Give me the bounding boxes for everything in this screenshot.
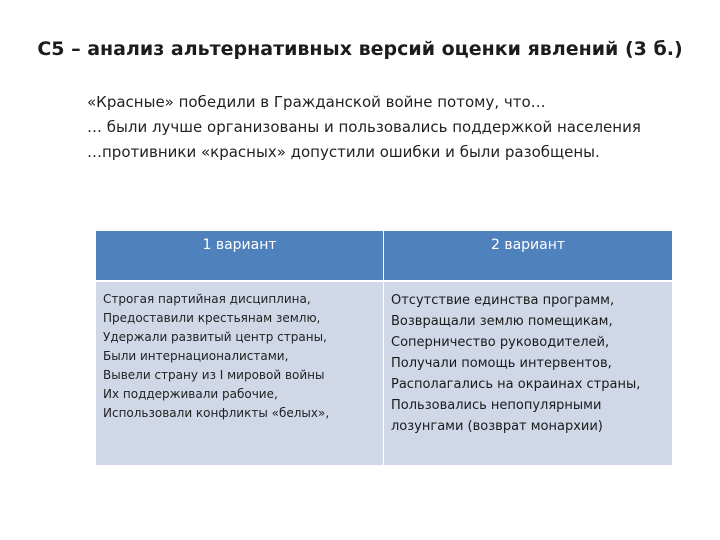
variant2-list — [391, 290, 668, 437]
variant2-item: Возвращали землю помещикам, — [391, 314, 613, 329]
variant2-header: 2 вариант — [384, 231, 672, 280]
intro-block — [87, 90, 707, 165]
variant1-header: 1 вариант — [96, 231, 384, 280]
variant2-item: лозунгами (возврат монархии) — [391, 419, 603, 434]
intro-line: «Красные» победили в Гражданской войне потому, что… — [87, 93, 546, 111]
variant2-item: Пользовались непопулярными — [391, 398, 602, 413]
intro-line: … были лучше организованы и пользовались поддержкой населения — [87, 118, 641, 136]
variant1-item: Вывели страну из I мировой войны — [103, 368, 325, 382]
variants-table — [96, 231, 672, 465]
variant1-item: Строгая партийная дисциплина, — [103, 292, 311, 306]
variant1-item: Предоставили крестьянам землю, — [103, 311, 321, 325]
variant2-cell — [384, 280, 672, 465]
variant1-item: Использовали конфликты «белых», — [103, 406, 330, 420]
variant2-item: Соперничество руководителей, — [391, 335, 610, 350]
intro-line: …противники «красных» допустили ошибки и были разобщены. — [87, 143, 600, 161]
slide-title: С5 – анализ альтернативных версий оценки явлений (3 б.) — [37, 38, 683, 60]
variant2-item: Располагались на окраинах страны, — [391, 377, 641, 392]
variant1-list — [103, 290, 379, 423]
variant2-item: Отсутствие единства программ, — [391, 293, 615, 308]
variant1-cell — [96, 280, 384, 465]
variant1-item: Их поддерживали рабочие, — [103, 387, 278, 401]
variant1-item: Удержали развитый центр страны, — [103, 330, 327, 344]
variant1-item: Были интернационалистами, — [103, 349, 289, 363]
variant2-item: Получали помощь интервентов, — [391, 356, 612, 371]
